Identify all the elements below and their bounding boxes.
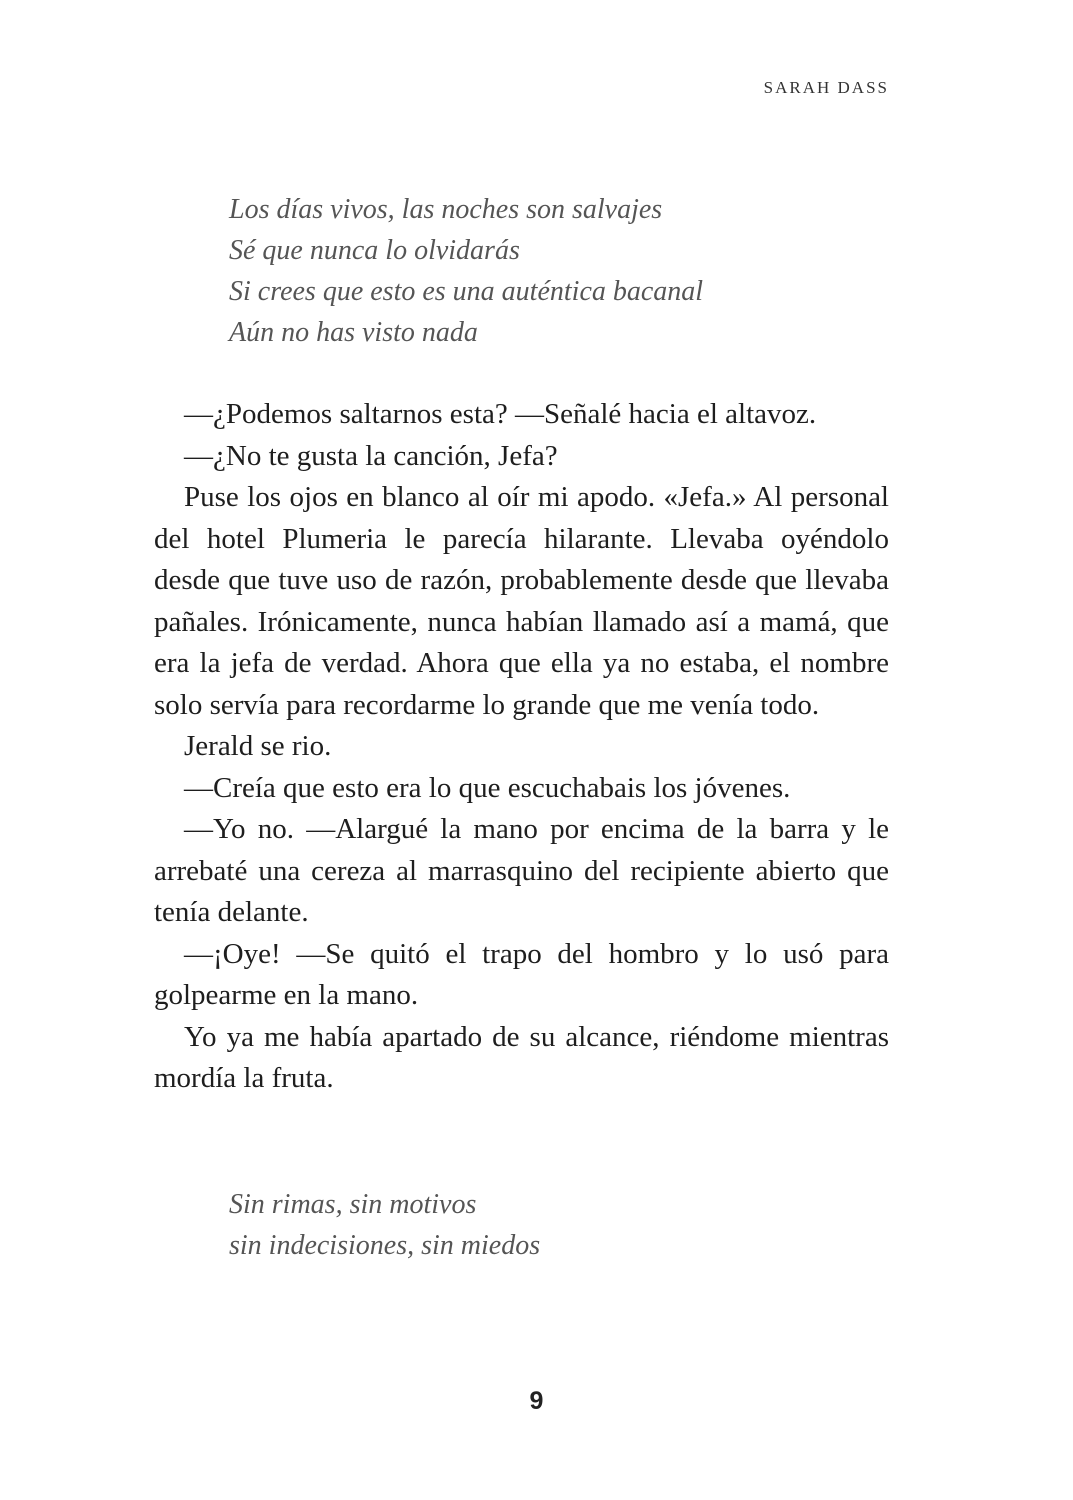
- lyric-line: Aún no has visto nada: [229, 317, 478, 348]
- paragraph: —Yo no. —Alargué la mano por encima de la barra y le arrebaté una cereza al marrasquino del recipiente abierto que tenía delante.: [154, 813, 889, 928]
- paragraph: Yo ya me había apartado de su alcance, riéndome mientras mordía la fruta.: [154, 1020, 889, 1094]
- page-number: 9: [529, 1387, 544, 1415]
- lyric-line: sin indecisiones, sin miedos: [229, 1230, 541, 1261]
- running-head-author: SARAH DASS: [763, 78, 889, 97]
- song-lyrics-bottom: [229, 1184, 540, 1266]
- paragraph: —¿No te gusta la canción, Jefa?: [184, 439, 558, 472]
- paragraph: —¿Podemos saltarnos esta? —Señalé hacia el altavoz.: [184, 398, 817, 430]
- paragraph: —Creía que esto era lo que escuchabais los jóvenes.: [184, 771, 791, 804]
- lyric-line: Sin rimas, sin motivos: [229, 1189, 477, 1220]
- paragraph: —¡Oye! —Se quitó el trapo del hombro y lo usó para golpearme en la mano.: [154, 937, 889, 1011]
- body-text: [154, 394, 889, 1100]
- lyric-line: Los días vivos, las noches son salvajes: [229, 194, 663, 225]
- lyric-line: Si crees que esto es una auténtica bacanal: [229, 276, 704, 307]
- paragraph: Puse los ojos en blanco al oír mi apodo. «Jefa.» Al personal del hotel Plumeria le parecía hilarante. Llevaba oyéndolo desde que tuve uso de razón, probablemente desde que llevaba pañales. Irónicamente, nunca habían llamado así a mamá, que era la jefa de verdad. Ahora que ella ya no estaba, el nombre solo servía para recordarme lo grande que me venía todo.: [154, 481, 889, 721]
- song-lyrics-top: [229, 189, 703, 353]
- paragraph: Jerald se rio.: [184, 730, 332, 762]
- lyric-line: Sé que nunca lo olvidarás: [229, 235, 520, 266]
